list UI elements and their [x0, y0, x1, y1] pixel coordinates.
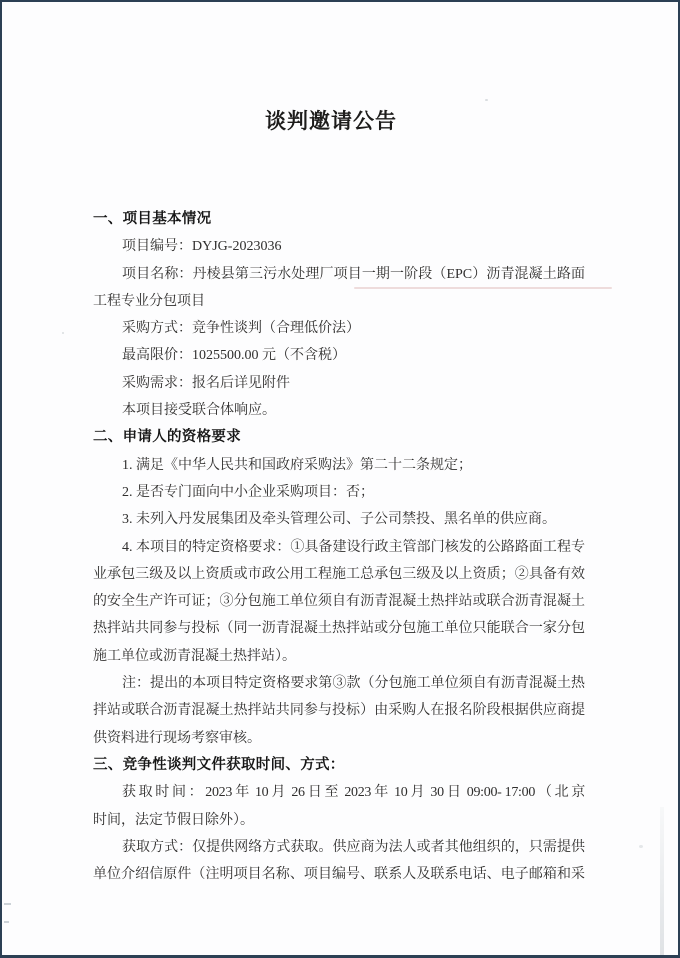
- text-line: 3. 未列入丹发展集团及牵头管理公司、子公司禁投、黑名单的供应商。: [122, 512, 556, 528]
- document-body: [93, 206, 585, 888]
- text-line: 热拌站共同参与投标（同一沥青混凝土热拌站或分包施工单位只能联合一家分包: [93, 621, 585, 637]
- text-line: 时间，法定节假日除外）。: [93, 812, 254, 828]
- text-line: 拌站或联合沥青混凝土热拌站共同参与投标）由采购人在报名阶段根据供应商提: [93, 703, 585, 719]
- text-line: 获取方式：仅提供网络方式获取。供应商为法人或者其他组织的，只需提供: [122, 839, 585, 855]
- text-line: 最高限价：1025500.00 元（不含税）: [122, 348, 346, 364]
- scan-speck: [639, 845, 643, 848]
- text-line: 的安全生产许可证；③分包施工单位须自有沥青混凝土热拌站或联合沥青混凝土: [93, 594, 585, 610]
- section-heading: 三、竞争性谈判文件获取时间、方式：: [93, 756, 345, 773]
- section-heading: 一、项目基本情况: [93, 211, 212, 227]
- text-line: 采购方式：竞争性谈判（合理低价法）: [122, 321, 360, 337]
- section-heading: 二、申请人的资格要求: [93, 429, 241, 446]
- scan-artifact-underline: [354, 287, 612, 289]
- text-line: 施工单位或沥青混凝土热拌站）。: [93, 648, 296, 664]
- text-line: 项目编号：DYJG-2023036: [122, 239, 282, 255]
- scan-edge-mark: [4, 903, 11, 905]
- text-line: 供资料进行现场考察审核。: [93, 730, 261, 746]
- scan-edge-mark: [4, 921, 9, 923]
- text-line: 2. 是否专门面向中小企业采购项目：否；: [122, 484, 374, 500]
- text-line: 注：提出的本项目特定资格要求第③款（分包施工单位须自有沥青混凝土热: [122, 676, 585, 692]
- text-line: 项目名称：丹棱县第三污水处理厂项目一期一阶段（EPC）沥青混凝土路面: [122, 266, 585, 282]
- text-line: 工程专业分包项目: [93, 293, 205, 309]
- text-line: 业承包三级及以上资质或市政公用工程施工总承包三级及以上资质；②具备有效: [93, 566, 585, 582]
- scan-speck: [62, 332, 64, 334]
- text-line: 1. 满足《中华人民共和国政府采购法》第二十二条规定；: [122, 457, 472, 473]
- text-line: 单位介绍信原件（注明项目名称、项目编号、联系人及联系电话、电子邮箱和采: [93, 867, 585, 883]
- scan-edge-shadow: [660, 807, 664, 957]
- text-line: 4. 本项目的特定资格要求：①具备建设行政主管部门核发的公路路面工程专: [122, 539, 585, 555]
- page-title: 谈判邀请公告: [265, 109, 397, 133]
- text-line: 获取时间：2023 年 10 月 26 日至 2023 年 10 月 30 日 09:00- 17:00（北京: [122, 785, 585, 801]
- scan-speck: [485, 99, 488, 101]
- text-line: 采购需求：报名后详见附件: [122, 375, 290, 391]
- text-line: 本项目接受联合体响应。: [122, 403, 276, 419]
